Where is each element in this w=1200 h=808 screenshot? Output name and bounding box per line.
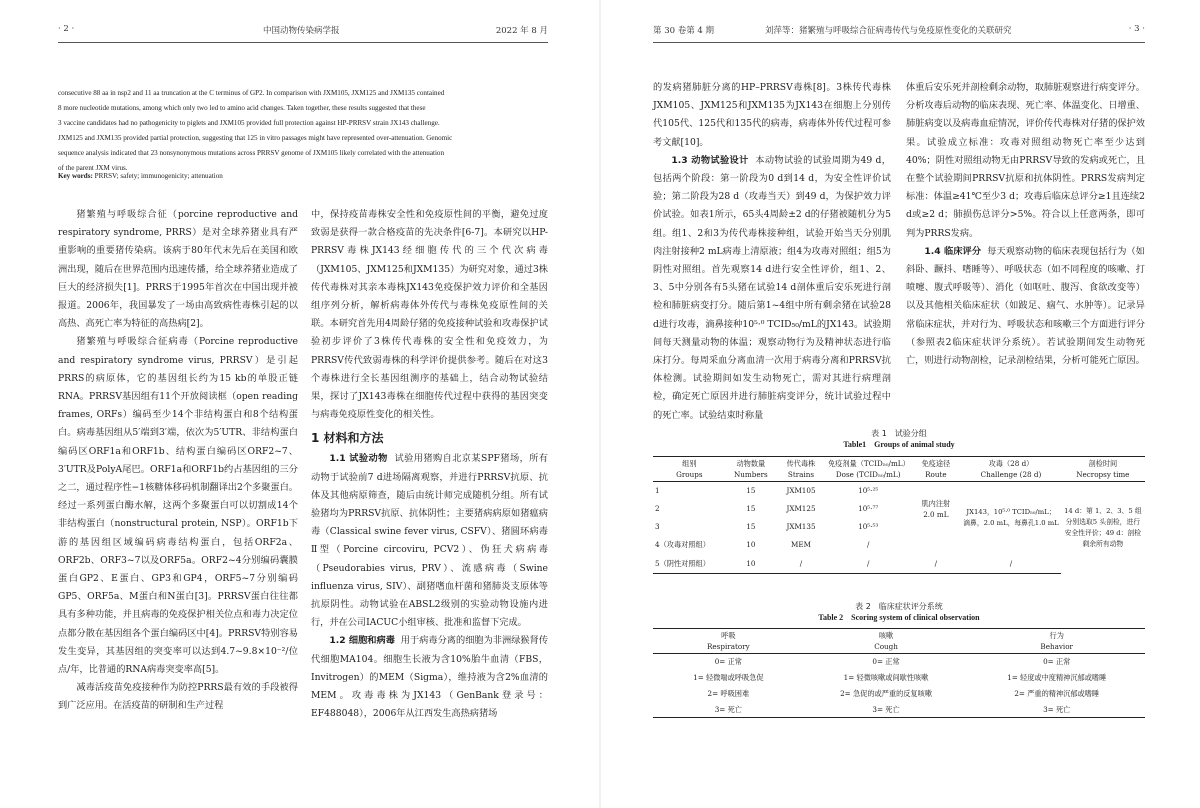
table1-caption (653, 428, 1145, 450)
table-cell: 15 (746, 504, 756, 513)
subsection-heading: 1.3 动物试验设计 (671, 154, 749, 166)
left-page-number: · 2 · (58, 24, 75, 34)
table-cell: 15 (746, 522, 756, 531)
table-header-cell: 攻毒（28 d） Challenge (28 d) (961, 457, 1060, 482)
left-column-1 (58, 206, 298, 716)
table-header-cell: 行为 Behavior (968, 629, 1145, 654)
table-header-cell: 剖检时间 Necropsy time (1061, 457, 1145, 482)
table-cell: JXM105 (786, 486, 816, 496)
table-header-row (653, 629, 1145, 654)
subsection-heading: 1.1 试验动物 (329, 453, 388, 465)
table-cell: 10 (746, 540, 756, 549)
table-cell: 10⁵·⁷⁷ (858, 504, 879, 513)
table-cell: 1= 轻微喘或呼吸急促 (693, 673, 764, 682)
table-cell-challenge: JX143，10⁵·⁰ TCID₅₀/mL；滴鼻，2.0 mL，每鼻孔1.0 mL (963, 507, 1059, 527)
table-cell: 10⁵·⁵³ (858, 522, 879, 531)
table-cell: / (776, 554, 826, 574)
left-journal-title: 中国动物传染病学报 (263, 26, 340, 36)
table-row (653, 654, 1145, 670)
abstract-line: 8 more nucleotide mutations, among which only two led to amino acid changes. Taken together, these results suggested that these (58, 103, 426, 112)
table1 (653, 456, 1145, 574)
subsection-heading: 1.4 临床评分 (924, 245, 982, 257)
english-abstract (58, 86, 548, 175)
table-cell: 15 (746, 486, 756, 496)
table2 (653, 628, 1145, 718)
table-row (653, 702, 1145, 718)
table2-title-en: Table 2 Scoring system of clinical observation (818, 613, 980, 622)
body-paragraph: 的发病猪肺脏分离的HP–PRRSV毒株[8]。3株传代毒株JXM105、JXM125和JXM135为JX143在细胞上分别传代105代、125代和135代的病毒，病毒体外传代过程可参考文献[10]。 (653, 82, 891, 148)
abstract-line: JXM125 and JXM135 provided partial protection, suggesting that 125 in vitro passages might have represented over-attenuation. Genomic (58, 133, 453, 142)
body-paragraph: 减毒活疫苗免疫接种作为防控PRRS最有效的手段被得到广泛应用。在活疫苗的研制和生产过程 (58, 682, 298, 712)
section-heading: 1 材料和方法 (311, 431, 384, 446)
subsection-text: 用于病毒分离的细胞为非洲绿猴肾传代细胞MA104。细胞生长液为含10%胎牛血清（FBS，Invitrogen）的MEM（Sigma），维持液为含2%血清的MEM。攻毒毒株为JX143（GenBank登录号：EF488048），2006年从江西发生高热病猪场 (311, 635, 549, 720)
table-cell: 2= 急促的或严重的反复咳嗽 (840, 689, 933, 698)
abstract-line: of the parent JXM virus. (58, 163, 128, 172)
table-header-cell: 免疫途径 Route (910, 457, 961, 482)
right-header-rule (653, 42, 1145, 43)
table-cell: JXM125 (786, 504, 816, 513)
right-page-number: · 3 · (1128, 24, 1145, 34)
table-row (653, 670, 1145, 686)
table-cell (910, 536, 961, 554)
left-issue-date: 2022 年 8 月 (495, 26, 548, 36)
table1-title-en: Table1 Groups of animal study (843, 440, 955, 449)
subsection-text: 本动物试验的试验周期为49 d，包括两个阶段：第一阶段为0 d到14 d，为安全性评价试验；第二阶段为28 d（攻毒当天）到49 d，为保护效力评价试验。如表1所示，65头4周龄±2 d的仔猪被随机分为5组。组1、2和3为传代毒株接种组，试验开始当天分别肌肉注射接种2 mL病毒上清原液；组4为攻毒对照组；组5为阴性对照组。首先观察14 d进行安全性评价，组1、2、3、5中分别各有5头猪在试验14 d剖体重后安乐死进行剖检和肺脏病变打分。随后第1~4组中所有剩余猪在试验28 d进行攻毒，滴鼻接种10⁵·⁰ TCID₅₀/mL的JX143。试验期间每天测量动物的体温；观察动物行为及精神状态进行临床打分。每周采血分离血清一次用于病毒分离和PRRSV抗体检测。试验期间如发生动物死亡，需对其进行病理剖检，确定死亡原因并进行肺脏病变评分，统计试验过程中的死亡率。试验结束时称量 (653, 154, 891, 421)
keywords-label: Key words: (58, 172, 93, 180)
table-cell: / (826, 554, 911, 574)
table-cell: 2= 呼吸困难 (707, 689, 750, 698)
subsection-text: 每天观察动物的临床表现包括行为（如斜卧、蹶抖、嗜睡等）、呼吸状态（如不同程度的咳嗽、打喷嚏、腹式呼吸等）、消化（如呕吐、腹泻、食欲改变等）以及其他相关临床症状（如跛足、痼气、水肿等）。记录异常临床症状，并对行为、呼吸状态和咳嗽三个方面进行评分（参照表2临床症状评分系统）。若试验期间发生动物死亡，则进行动物剖检，记录剖检结果，分析可能死亡原因。 (906, 245, 1145, 367)
table-cell: 2= 严重的精神沉郁或嗜睡 (1014, 689, 1100, 698)
table-header-cell: 呼吸 Respiratory (653, 629, 804, 654)
left-running-header (58, 20, 548, 40)
table-header-cell: 组别 Groups (653, 457, 726, 482)
keywords-text: PRRSV; safety; immunogenicity; attenuation (94, 172, 223, 180)
table1-title-cn: 表 1 试验分组 (871, 429, 927, 438)
table-cell: 4（攻毒对照组） (655, 540, 710, 549)
keywords (58, 172, 548, 180)
table-cell: 1= 轻微咳嗽或间歇性咳嗽 (843, 673, 929, 682)
body-paragraph: 猪繁殖与呼吸综合征病毒（Porcine reproductive and respiratory syndrome virus, PRRSV）是引起PRRS的病原体，它的基因组长约为15 kb的单股正链RNA。PRRSV基因组有11个开放阅读框（open reading frames, ORFs）编码至少14个非结构蛋白和8个结构蛋白。病毒基因组从5′端到3′端，依次为5′UTR、非结构蛋白编码区ORF1a和ORF1b、结构蛋白编码区ORF2~7、3′UTR及PolyA尾巴。ORF1a和ORF1b约占基因组的三分之二，通过程序性−1核糖体移码机制翻译出2个多聚蛋白。经过一系列蛋白酶水解，这两个多聚蛋白可以切割成14个非结构蛋白（nonstructural protein, NSP）。ORF1b下游的基因组区域编码病毒结构蛋白，包括ORF2a、ORF2b、ORF3~7以及ORF5a。ORF2~4分别编码囊膜蛋白GP2、E蛋白、GP3和GP4，ORF5~7分别编码GP5、ORF5a、M蛋白和N蛋白[3]。PRRSV蛋白往往都具有多种功能，并且病毒的免疫保护相关位点和毒力决定位点都分散在基因组各个蛋白编码区中[4]。PRRSV特别容易发生变异，其基因组的突变率可以达到4.7~9.8×10⁻²/位点/年，比普通的RNA病毒突变率高[5]。 (58, 336, 298, 676)
table-cell: 3= 死亡 (653, 702, 804, 718)
subsection-heading: 1.2 细胞和病毒 (329, 635, 395, 647)
table-header-row (653, 457, 1145, 482)
table-cell: / (866, 540, 870, 549)
table2-title-cn: 表 2 临床症状评分系统 (855, 602, 943, 611)
table-header-cell: 免疫剂量（TCID₅₀/mL） Dose (TCID₅₀/mL) (826, 457, 911, 482)
table-cell: 3 (655, 522, 660, 531)
body-paragraph: 猪繁殖与呼吸综合征（porcine reproductive and respiratory syndrome, PRRS）是对全球养猪业具有严重影响的重要猪传染病。该病于80年代末先后在美国和欧洲出现，随后在世界范围内迅速传播，给全球养猪业造成了巨大的经济损失[1]。PRRS于1995年首次在中国出现并被报道。2006年，我国暴发了一场由高致病性毒株引起的以高热、高死亡率为特征的高热病[2]。 (58, 209, 298, 330)
table-cell: 10⁵·²⁵ (858, 486, 879, 496)
table2-caption (653, 601, 1145, 623)
table-row (653, 686, 1145, 702)
table-header-cell: 传代毒株 Strains (776, 457, 826, 482)
table-header-cell: 动物数量 Numbers (726, 457, 776, 482)
table-cell: JXM135 (786, 522, 816, 531)
left-header-rule (58, 42, 548, 43)
table-row (653, 482, 1145, 500)
table-cell: 0= 正常 (714, 657, 742, 667)
volume-issue: 第 30 卷第 4 期 (653, 26, 715, 36)
left-column-2 (311, 206, 548, 723)
abstract-line: consecutive 88 aa in nsp2 and 11 aa truncation at the C terminus of GP2. In comparison with JXM105, JXM125 and JXM135 contained (58, 89, 445, 97)
table-cell: 2 (655, 504, 660, 513)
right-running-header (653, 20, 1145, 40)
subsection-text: 试验用猪购自北京某SPF猪场，所有动物于试验前7 d进场隔离观察，并进行PRRSV抗原、抗体及其他病原筛查，随后由统计师完成随机分组。所有试验猪均为PRRSV抗原、抗体阴性；主要猪病病原如猪瘟病毒（Classical swine fever virus, CSFV）、猪圆环病毒Ⅱ型（Porcine circoviru, PCV2）、伪狂犬病病毒（Pseudorabies virus, PRV）、流感病毒（Swine influenza virus, SIV）、副猪嗜血杆菌和猪肺炎支原体等抗原阴性。动物试验在ABSL2级别的实验动物设施内进行，并在公司IACUC小组审核、批准和监督下完成。 (311, 453, 548, 629)
table-cell: 1= 轻度或中度精神沉郁或嗜睡 (1007, 673, 1107, 682)
table-cell: / (910, 554, 961, 574)
table-cell: / (961, 554, 1060, 574)
table-cell: 0= 正常 (1043, 657, 1071, 667)
right-column-2 (906, 79, 1145, 370)
table-cell: MEM (791, 540, 811, 549)
article-running-title: 刘萍等：猪繁殖与呼吸综合征病毒传代与免疫原性变化的关联研究 (765, 26, 1012, 36)
table-cell: 5（阴性对照组） (653, 554, 726, 574)
table-header-cell: 咳嗽 Cough (804, 629, 969, 654)
abstract-line: sequence analysis indicated that 23 nonsynonymous mutations across PRRSV genome of JXM105 likely correlated with the attenuation (58, 148, 445, 157)
table-cell-route: 肌内注射 2.0 mL (921, 498, 951, 519)
table-cell: 3= 死亡 (804, 702, 969, 718)
body-paragraph: 体重后安乐死并剖检剩余动物，取肺脏观察进行病变评分。分析攻毒后动物的临床表现、死亡率、体温变化、日增重、肺脏病变以及病毒血症情况，评价传代毒株对仔猪的保护效果。试验成立标准：攻毒对照组动物死亡率至少达到40%；阴性对照组动物无由PRRSV导致的发病或死亡，且在整个试验期间PRRSV抗原和抗体阴性。PRRS发病判定标准：体温≥41℃至少3 d；攻毒后临床总评分≥1且连续2 d或≥2 d；肺损伤总评分>5%。符合以上任意两条，即可判为PRRS发病。 (906, 82, 1145, 239)
table-cell: 3= 死亡 (968, 702, 1145, 718)
table-cell: 1 (655, 486, 660, 496)
right-column-1 (653, 79, 891, 425)
body-paragraph: 中，保持疫苗毒株安全性和免疫原性间的平衡，避免过度致弱是获得一款合格疫苗的先决条件[6-7]。本研究以HP-PRRSV毒株JX143经细胞传代的三个代次病毒（JXM105、JXM125和JXM135）为研究对象，通过3株传代毒株对其亲本毒株JX143免疫保护效力评价和全基因组序列分析，解析病毒体外传代与毒株免疫原性间的关联。本研究首先用4周龄仔猪的免疫接种试验和攻毒保护试验初步评价了3株传代毒株的安全性和免疫效力，为PRRSV传代致弱毒株的科学评价提供参考。随后在对这3个毒株进行全长基因组测序的基础上，结合动物试验结果，探讨了JX143毒株在细胞传代过程中获得的基因突变与病毒免疫原性变化的相关性。 (311, 209, 548, 421)
table-cell: 10 (726, 554, 776, 574)
table-cell: 0= 正常 (872, 657, 900, 667)
table-cell-necropsy: 14 d：第 1、2、3、5 组分别选取5 头剖检，进行安全性评价；49 d：剖检剩余所有动物 (1064, 506, 1142, 548)
right-page (600, 0, 1200, 808)
abstract-line: 3 vaccine candidates had no pathogenicity to piglets and JXM105 provided full protection against HP-PRRSV strain JX143 challenge. (58, 118, 440, 127)
